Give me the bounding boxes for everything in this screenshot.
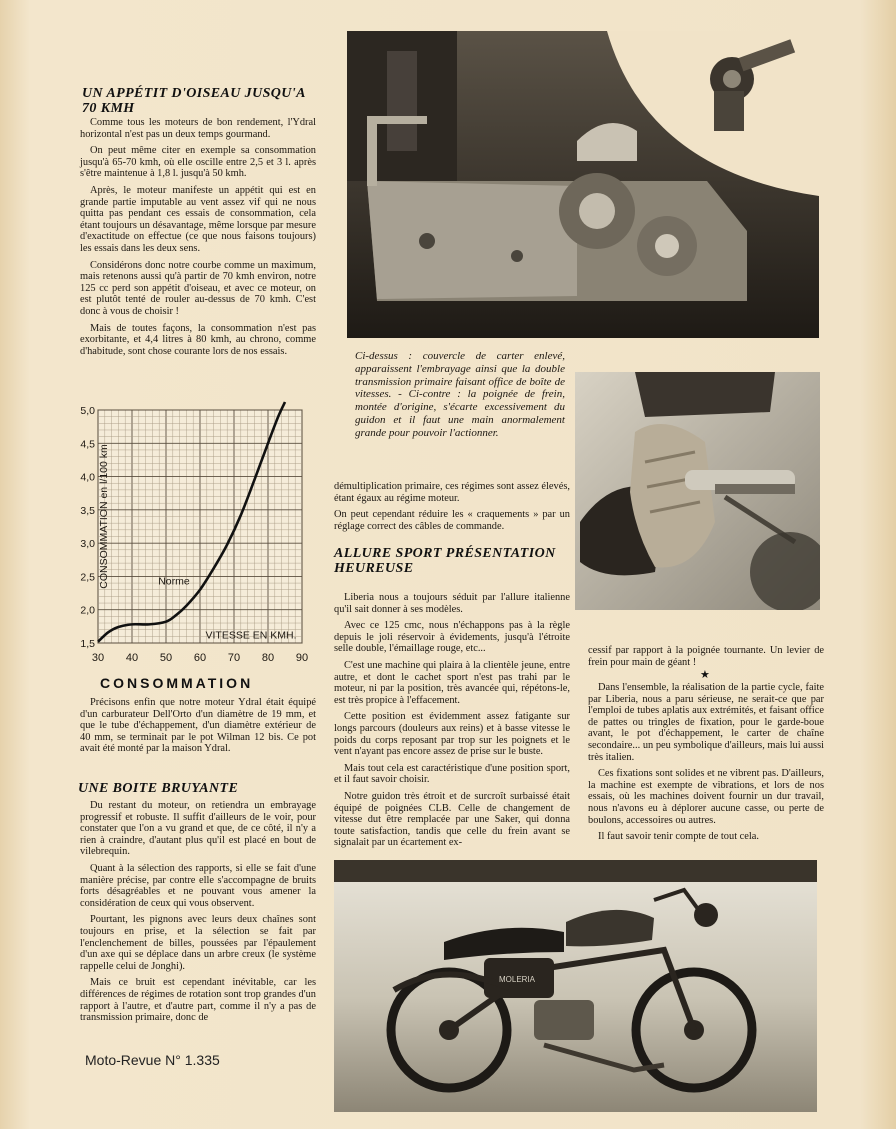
- chart-y-tick-label: 1,5: [80, 638, 95, 650]
- paragraph: Pourtant, les pignons avec leurs deux chaînes sont toujours en prise, et la sélection se fait par l'enclenchement de billes, poussées par l'épaulement d'un axe qui se déplace dans un arbre creux (le système rappelle celui de Jonghi).: [80, 914, 316, 972]
- paragraph: Précisons enfin que notre moteur Ydral était équipé d'un carburateur Dell'Orto d'un diamètre de 19 mm, et que le tube d'échappement, d'un diamètre extérieur de 40 mm, se terminait par le pot Wilman 12 bis. Ce pot avait été monté par la maison Ydral.: [80, 697, 316, 755]
- chart-y-tick-label: 2,5: [80, 571, 95, 584]
- paragraph: démultiplication primaire, ces régimes sont assez élevés, étant égaux au régime moteur.: [334, 481, 570, 504]
- heading-appetit: UN APPÉTIT D'OISEAU JUSQU'A 70 KMH: [82, 86, 306, 116]
- paragraph: Mais tout cela est caractéristique d'une position sport, et il faut savoir choisir.: [334, 762, 570, 786]
- paragraph: Liberia nous a toujours séduit par l'allure italienne qu'il sait donner à ses modèles.: [334, 592, 570, 615]
- chart-x-tick-label: 30: [91, 652, 105, 664]
- heading-allure-sport: ALLURE SPORT PRÉSENTATION HEUREUSE: [334, 546, 556, 576]
- paragraph: Cette position est évidemment assez fatigante sur longs parcours (douleurs aux reins) et à basse vitesse le poids du corps reposant par trop sur les poignets et le vent n'ayant pas encore assez de prise sur le buste.: [334, 711, 570, 758]
- chart-x-tick-label: 40: [125, 652, 139, 664]
- chart-x-tick-label: 50: [159, 652, 173, 664]
- paragraph: On peut même citer en exemple sa consommation jusqu'à 65-70 kmh, où elle oscille entre 2,5 et 3 l. après s'être maintenue à 1,8 l. jusqu'à 50 kmh.: [80, 145, 316, 180]
- paragraph: Il faut savoir tenir compte de tout cela.: [598, 831, 759, 843]
- chart-x-tick-label: 80: [261, 652, 275, 664]
- chart-title: CONSOMMATION: [100, 675, 254, 691]
- paragraph: Mais de toutes façons, la consommation n'est pas exorbitante, et 4,4 litres à 80 kmh, au chrono, comme d'habitude, sont chose courante lors de nos essais.: [80, 322, 316, 357]
- consumption-chart: [70, 398, 320, 670]
- engine-photo-drawing: [347, 31, 819, 338]
- chart-x-tick-label: 90: [295, 652, 309, 664]
- motorcycle-drawing: [334, 860, 817, 1112]
- left-text-block-3: [80, 800, 316, 1029]
- paragraph: Mais ce bruit est cependant inévitable, car les différences de régimes de rotation sont trop grandes d'un rapport à l'autre, et d'autre part, comme il n'y a pas de transmission primaire, donc de: [80, 977, 316, 1024]
- chart-y-tick-label: 5,0: [80, 405, 95, 417]
- chart-y-tick-label: 4,0: [80, 471, 95, 484]
- paragraph: Du restant du moteur, on retiendra un embrayage progressif et robuste. Il suffit d'ailleurs de le voir, pour constater que l'on a vu grand et que, de ce côté, il n'y a rien à craindre, d'autant plus qu'il est placé en bout de vilebrequin.: [80, 800, 316, 858]
- brake-lever-drawing: [575, 372, 820, 610]
- chart-y-tick-label: 3,0: [80, 538, 95, 551]
- chart-annotation-norme: Norme: [158, 575, 190, 588]
- left-text-block-1: [80, 117, 316, 362]
- paragraph: Avec ce 125 cmc, nous n'échappons pas à la règle depuis le joli réservoir à évidements, jusqu'à l'étroite selle double, l'émaillage rouge, etc...: [334, 620, 570, 655]
- chart-x-tick-label: 60: [193, 652, 207, 664]
- paragraph: cessif par rapport à la poignée tournante. Un levier de frein pour main de géant !: [588, 645, 824, 668]
- middle-text-block-2: [334, 592, 570, 854]
- motorcycle-photo: [334, 860, 817, 1112]
- brake-lever-photo: [575, 372, 820, 610]
- engine-photo: [347, 31, 819, 338]
- paragraph: Dans l'ensemble, la réalisation de la partie cycle, faite par Liberia, nous a paru sérieuse, ne serait-ce que par l'emploi de tubes aplatis aux extrémités, et faisant office de pattes ou tringles de fixation, pour le garde-boue avant, le pot d'échappement, le carter de chaîne secondaire... un peu symbolique d'ailleurs, mais lui aussi très italien.: [588, 682, 824, 763]
- chart-y-tick-label: 2,0: [80, 604, 95, 617]
- paragraph: Comme tous les moteurs de bon rendement, l'Ydral horizontal n'est pas un deux temps gourmand.: [80, 117, 316, 140]
- chart-y-tick-label: 3,5: [80, 504, 95, 517]
- chart-y-axis-label: CONSOMMATION en l/100 km: [98, 444, 110, 589]
- footer-issue: Moto-Revue N° 1.335: [85, 1052, 220, 1068]
- middle-text-block-1: [334, 481, 570, 537]
- chart-y-tick-label: 4,5: [80, 438, 95, 451]
- chart-x-axis-label: VITESSE EN KMH.: [205, 629, 297, 642]
- paragraph: Notre guidon très étroit et de surcroît surbaissé était équipé de poignées CLB. Celle de changement de vitesse dut être remplacée par une Saker, qui donna toute satisfaction, tandis que celle du frein avant se signalait par un écartement ex-: [334, 790, 570, 849]
- paragraph: C'est une machine qui plaira à la clientèle jeune, entre autre, et dont le cachet sport n'est pas trahi par le moteur, ni par la position, très avancée qui, répétons-le, est très propice à l'effacement.: [334, 659, 570, 706]
- left-text-block-2: [80, 697, 316, 760]
- photo-caption: Ci-dessus : couvercle de carter enlevé, apparaissent l'embrayage ainsi que la double transmission primaire faisant office de boîte de vitesses. - Ci-contre : la poignée de frein, montée d'origine, s'écarte excessivement du guidon et il faut une main anormalement grande pour pouvoir l'actionner.: [355, 350, 565, 439]
- separator-star: ★: [700, 669, 710, 681]
- paragraph: Après, le moteur manifeste un appétit qui est en grande partie imputable au vent assez vif qui ne nous quitta pas pendant ces essais de consommation, cela étant toujours un désavantage, même lorsque par mesure d'exactitude on effectue (ce que nous faisons toujours) les essais dans les deux sens.: [80, 184, 316, 254]
- chart-x-tick-label: 70: [227, 652, 241, 664]
- paragraph: Considérons donc notre courbe comme un maximum, mais retenons aussi qu'à partir de 70 kmh environ, notre 125 cc perd son appétit d'oiseau, et avec ce moteur, on est plutôt tenté de rouler au-dessus de 70 kmh. C'est donc à vous de choisir !: [80, 259, 316, 317]
- paragraph: On peut cependant réduire les « craquements » par un réglage correct des câbles de commande.: [334, 509, 570, 532]
- heading-boite-bruyante: UNE BOITE BRUYANTE: [78, 781, 239, 796]
- right-text-block-2: [588, 682, 824, 848]
- paragraph: Quant à la sélection des rapports, si elle se fait d'une manière précise, par contre elle s'accompagne de bruits forts désagréables et ne pouvant vous amener la considération de ceux qui vous observent.: [80, 862, 316, 909]
- paragraph: Ces fixations sont solides et ne vibrent pas. D'ailleurs, la machine est exempte de vibrations, et lors de nos essais, où les machines doivent fournir un dur travail, nous n'avons eu à déplorer aucune casse, ou perte de boulons, accessoires ou autres.: [588, 768, 824, 826]
- tank-badge-text: MOLERIA: [499, 975, 536, 984]
